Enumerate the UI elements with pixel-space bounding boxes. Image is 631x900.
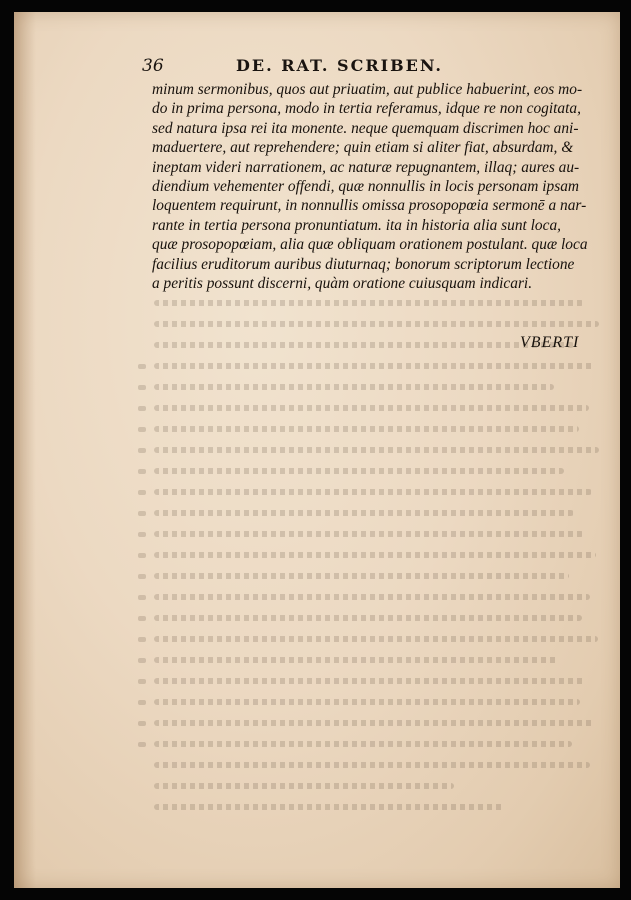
- body-text: [152, 80, 604, 293]
- show-through-line: [154, 678, 586, 684]
- show-through-text: [138, 294, 608, 854]
- show-through-line: [154, 783, 454, 789]
- show-through-line: [154, 426, 579, 432]
- show-through-line: [154, 720, 594, 726]
- show-through-line: [154, 510, 574, 516]
- show-through-line: [154, 363, 594, 369]
- show-through-quote-mark: [138, 574, 146, 579]
- show-through-quote-mark: [138, 364, 146, 369]
- show-through-line: [154, 636, 598, 642]
- show-through-quote-mark: [138, 448, 146, 453]
- show-through-line: [154, 489, 592, 495]
- show-through-quote-mark: [138, 595, 146, 600]
- show-through-quote-mark: [138, 616, 146, 621]
- text-line: rante in tertia persona pronuntiatum. ita in historia alia sunt loca,: [152, 216, 562, 234]
- show-through-quote-mark: [138, 385, 146, 390]
- show-through-quote-mark: [138, 700, 146, 705]
- show-through-line: [154, 468, 564, 474]
- text-line: diendium vehementer offendi, quæ nonnullis in locis personam ipsam: [152, 178, 580, 196]
- show-through-quote-mark: [138, 742, 146, 747]
- show-through-line: [154, 552, 596, 558]
- show-through-quote-mark: [138, 490, 146, 495]
- text-line: ineptam videri narrationem, ac naturæ repugnantem, illaq; aures au-: [152, 158, 580, 176]
- show-through-line: [154, 300, 584, 306]
- show-through-line: [154, 657, 559, 663]
- show-through-line: [154, 741, 572, 747]
- book-page: [14, 12, 620, 888]
- text-line: quæ prosopopœiam, alia quæ obliquam orationem postulant. quæ loca: [152, 236, 588, 254]
- text-line: do in prima persona, modo in tertia referamus, idque re non cogitata,: [152, 100, 581, 118]
- show-through-quote-mark: [138, 469, 146, 474]
- show-through-quote-mark: [138, 553, 146, 558]
- show-through-line: [154, 342, 574, 348]
- show-through-quote-mark: [138, 406, 146, 411]
- show-through-line: [154, 615, 582, 621]
- text-line: loquentem requirunt, in nonnullis omissa prosopopœia sermonē a nar-: [152, 197, 587, 215]
- page-number: 36: [142, 56, 164, 76]
- text-line: minum sermonibus, quos aut priuatim, aut publice habuerint, eos mo-: [152, 81, 583, 98]
- show-through-line: [154, 699, 580, 705]
- show-through-line: [154, 594, 590, 600]
- text-line: a peritis possunt discerni, quàm oratione cuiusquam indicari.: [152, 275, 533, 293]
- show-through-line: [154, 384, 554, 390]
- show-through-quote-mark: [138, 427, 146, 432]
- text-line: maduertere, aut reprehendere; quin etiam si aliter fiat, absurdam, &: [152, 139, 574, 157]
- show-through-line: [154, 447, 599, 453]
- show-through-quote-mark: [138, 511, 146, 516]
- show-through-line: [154, 762, 590, 768]
- show-through-quote-mark: [138, 532, 146, 537]
- catchword: VBERTI: [520, 334, 580, 351]
- text-line: facilius eruditorum auribus diuturnaq; bonorum scriptorum lectione: [152, 255, 575, 273]
- show-through-quote-mark: [138, 721, 146, 726]
- show-through-line: [154, 531, 584, 537]
- show-through-quote-mark: [138, 637, 146, 642]
- text-line: sed natura ipsa rei ita monente. neque quemquam discrimen hoc ani-: [152, 119, 579, 137]
- show-through-quote-mark: [138, 679, 146, 684]
- show-through-quote-mark: [138, 658, 146, 663]
- running-head: DE. RAT. SCRIBEN.: [236, 56, 443, 75]
- page-edge-stain: [14, 12, 36, 888]
- show-through-line: [154, 321, 599, 327]
- show-through-line: [154, 573, 569, 579]
- show-through-line: [154, 804, 504, 810]
- show-through-line: [154, 405, 589, 411]
